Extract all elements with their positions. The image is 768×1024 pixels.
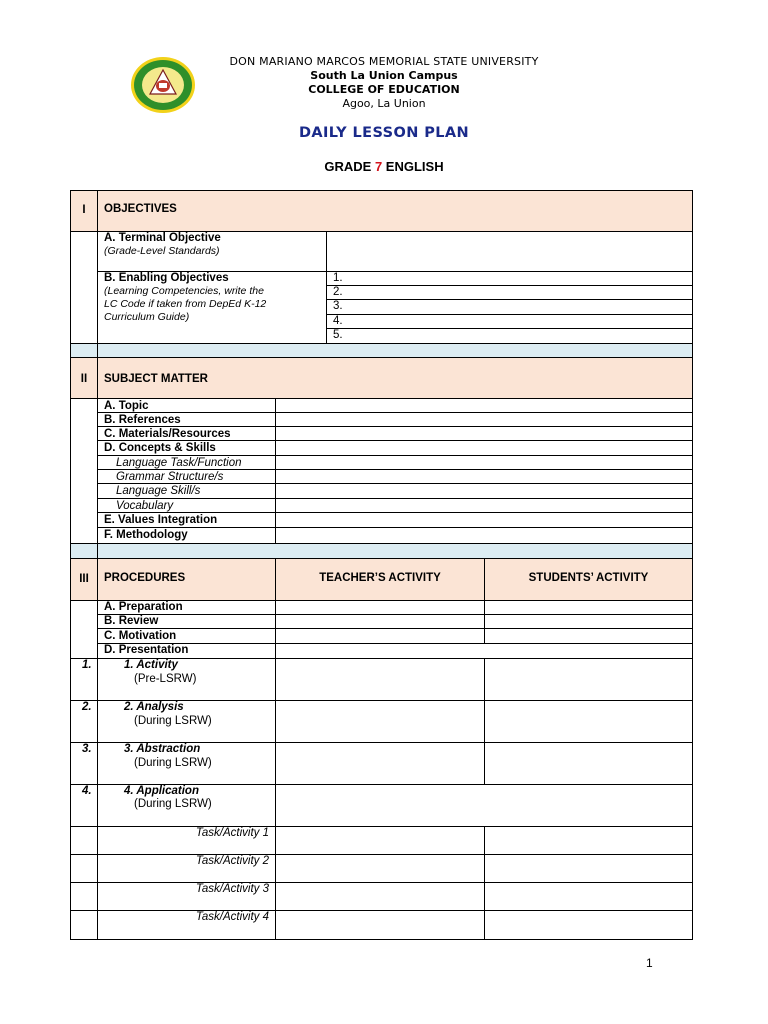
- step-title: 2. Analysis: [124, 701, 184, 713]
- language-task-label: Language Task/Function: [116, 457, 242, 469]
- task-students-input[interactable]: [484, 882, 693, 911]
- vocabulary-label: Vocabulary: [116, 500, 174, 512]
- page-number: 1: [646, 956, 653, 970]
- motivation-teacher-input[interactable]: [275, 628, 485, 644]
- step-number: 1.: [82, 659, 92, 671]
- activity-students-input[interactable]: [484, 658, 693, 701]
- materials-label: C. Materials/Resources: [104, 428, 231, 440]
- enabling-objective-row[interactable]: [326, 314, 693, 329]
- grammar-structure-input[interactable]: [275, 469, 693, 484]
- task-number-cell: [70, 882, 98, 911]
- values-integration-label: E. Values Integration: [104, 514, 218, 526]
- subtitle-prefix: GRADE: [324, 159, 375, 174]
- task-students-input[interactable]: [484, 826, 693, 855]
- grammar-structure-label: Grammar Structure/s: [116, 471, 224, 483]
- presentation-label: D. Presentation: [104, 644, 189, 656]
- document-title: DAILY LESSON PLAN: [298, 125, 470, 141]
- task-students-input[interactable]: [484, 854, 693, 883]
- step-title: 3. Abstraction: [124, 743, 201, 755]
- campus-name: South La Union Campus: [310, 69, 458, 82]
- vocabulary-input[interactable]: [275, 498, 693, 513]
- terminal-objective-label: A. Terminal Objective: [104, 232, 221, 244]
- subtitle-suffix: ENGLISH: [382, 159, 444, 174]
- step-subtitle: (During LSRW): [134, 715, 212, 727]
- task-number-cell: [70, 826, 98, 855]
- task-activity-label: Task/Activity 4: [195, 911, 269, 923]
- preparation-label: A. Preparation: [104, 601, 183, 613]
- task-activity-label: Task/Activity 1: [195, 827, 269, 839]
- motivation-label: C. Motivation: [104, 630, 177, 642]
- step-title: 1. Activity: [124, 659, 178, 671]
- step-subtitle: (Pre-LSRW): [134, 673, 197, 685]
- step-number: 4.: [82, 785, 92, 797]
- activity-teacher-input[interactable]: [275, 658, 485, 701]
- step-number: 2.: [82, 701, 92, 713]
- enabling-note-line: (Learning Competencies, write the: [104, 285, 264, 297]
- task-activity-label: Task/Activity 3: [195, 883, 269, 895]
- abstraction-teacher-input[interactable]: [275, 742, 485, 785]
- section-separator: [97, 543, 693, 559]
- subject-matter-number: II: [80, 373, 88, 385]
- enabling-objective-row[interactable]: [326, 285, 693, 300]
- methodology-label: F. Methodology: [104, 529, 188, 541]
- location: Agoo, La Union: [342, 97, 426, 110]
- step-number: 3.: [82, 743, 92, 755]
- students-activity-heading: STUDENTS’ ACTIVITY: [528, 572, 649, 584]
- language-skill-input[interactable]: [275, 483, 693, 499]
- objectives-number: I: [82, 204, 86, 216]
- step-title: 4. Application: [124, 785, 199, 797]
- concepts-skills-label: D. Concepts & Skills: [104, 442, 216, 454]
- review-label: B. Review: [104, 615, 159, 627]
- enabling-note-line: LC Code if taken from DepEd K-12: [104, 298, 267, 310]
- task-teacher-input[interactable]: [275, 854, 485, 883]
- terminal-objective-note: (Grade-Level Standards): [104, 245, 220, 257]
- abstraction-students-input[interactable]: [484, 742, 693, 785]
- procedures-left-cell: [70, 600, 98, 659]
- concepts-skills-input[interactable]: [275, 440, 693, 456]
- topic-input[interactable]: [275, 398, 693, 413]
- procedures-number: III: [79, 573, 89, 585]
- task-teacher-input[interactable]: [275, 882, 485, 911]
- enabling-objective-row[interactable]: [326, 328, 693, 344]
- review-teacher-input[interactable]: [275, 614, 485, 629]
- objectives-header-cell: [97, 190, 693, 232]
- document-subtitle: [0, 159, 768, 174]
- materials-input[interactable]: [275, 426, 693, 441]
- terminal-objective-input[interactable]: [326, 231, 693, 272]
- task-activity-label: Task/Activity 2: [195, 855, 269, 867]
- section-separator: [70, 543, 98, 559]
- objectives-heading: OBJECTIVES: [104, 203, 177, 215]
- task-number-cell: [70, 910, 98, 940]
- enabling-objective-number: 5.: [333, 329, 343, 341]
- task-teacher-input[interactable]: [275, 826, 485, 855]
- motivation-students-input[interactable]: [484, 628, 693, 644]
- college-name: COLLEGE OF EDUCATION: [308, 83, 460, 96]
- application-input[interactable]: [275, 784, 693, 827]
- lesson-plan-table: [70, 190, 693, 940]
- enabling-objective-row[interactable]: [326, 299, 693, 315]
- enabling-objectives-label: B. Enabling Objectives: [104, 272, 229, 284]
- references-label: B. References: [104, 414, 181, 426]
- presentation-input[interactable]: [275, 643, 693, 659]
- methodology-input[interactable]: [275, 527, 693, 544]
- enabling-objective-number: 4.: [333, 315, 343, 327]
- task-number-cell: [70, 854, 98, 883]
- preparation-students-input[interactable]: [484, 600, 693, 615]
- section-separator: [97, 343, 693, 358]
- section-separator: [70, 343, 98, 358]
- enabling-note-line: Curriculum Guide): [104, 311, 190, 323]
- teacher-activity-heading: TEACHER’S ACTIVITY: [319, 572, 441, 584]
- values-integration-input[interactable]: [275, 512, 693, 528]
- references-input[interactable]: [275, 412, 693, 427]
- analysis-teacher-input[interactable]: [275, 700, 485, 743]
- analysis-students-input[interactable]: [484, 700, 693, 743]
- preparation-teacher-input[interactable]: [275, 600, 485, 615]
- language-skill-label: Language Skill/s: [116, 485, 201, 497]
- language-task-input[interactable]: [275, 455, 693, 470]
- review-students-input[interactable]: [484, 614, 693, 629]
- subject-matter-heading: SUBJECT MATTER: [104, 373, 208, 385]
- step-subtitle: (During LSRW): [134, 798, 212, 810]
- enabling-objective-number: 2.: [333, 286, 343, 298]
- procedures-heading: PROCEDURES: [104, 572, 186, 584]
- enabling-objective-number: 1.: [333, 272, 343, 284]
- task-students-input[interactable]: [484, 910, 693, 940]
- task-teacher-input[interactable]: [275, 910, 485, 940]
- step-subtitle: (During LSRW): [134, 757, 212, 769]
- topic-label: A. Topic: [104, 400, 149, 412]
- enabling-objective-number: 3.: [333, 300, 343, 312]
- grade-number: 7: [374, 159, 383, 174]
- subject-matter-left-cell: [70, 398, 98, 544]
- enabling-objective-row[interactable]: [326, 271, 693, 286]
- objectives-left-cell: [70, 231, 98, 344]
- university-name: DON MARIANO MARCOS MEMORIAL STATE UNIVERSITY: [229, 55, 539, 68]
